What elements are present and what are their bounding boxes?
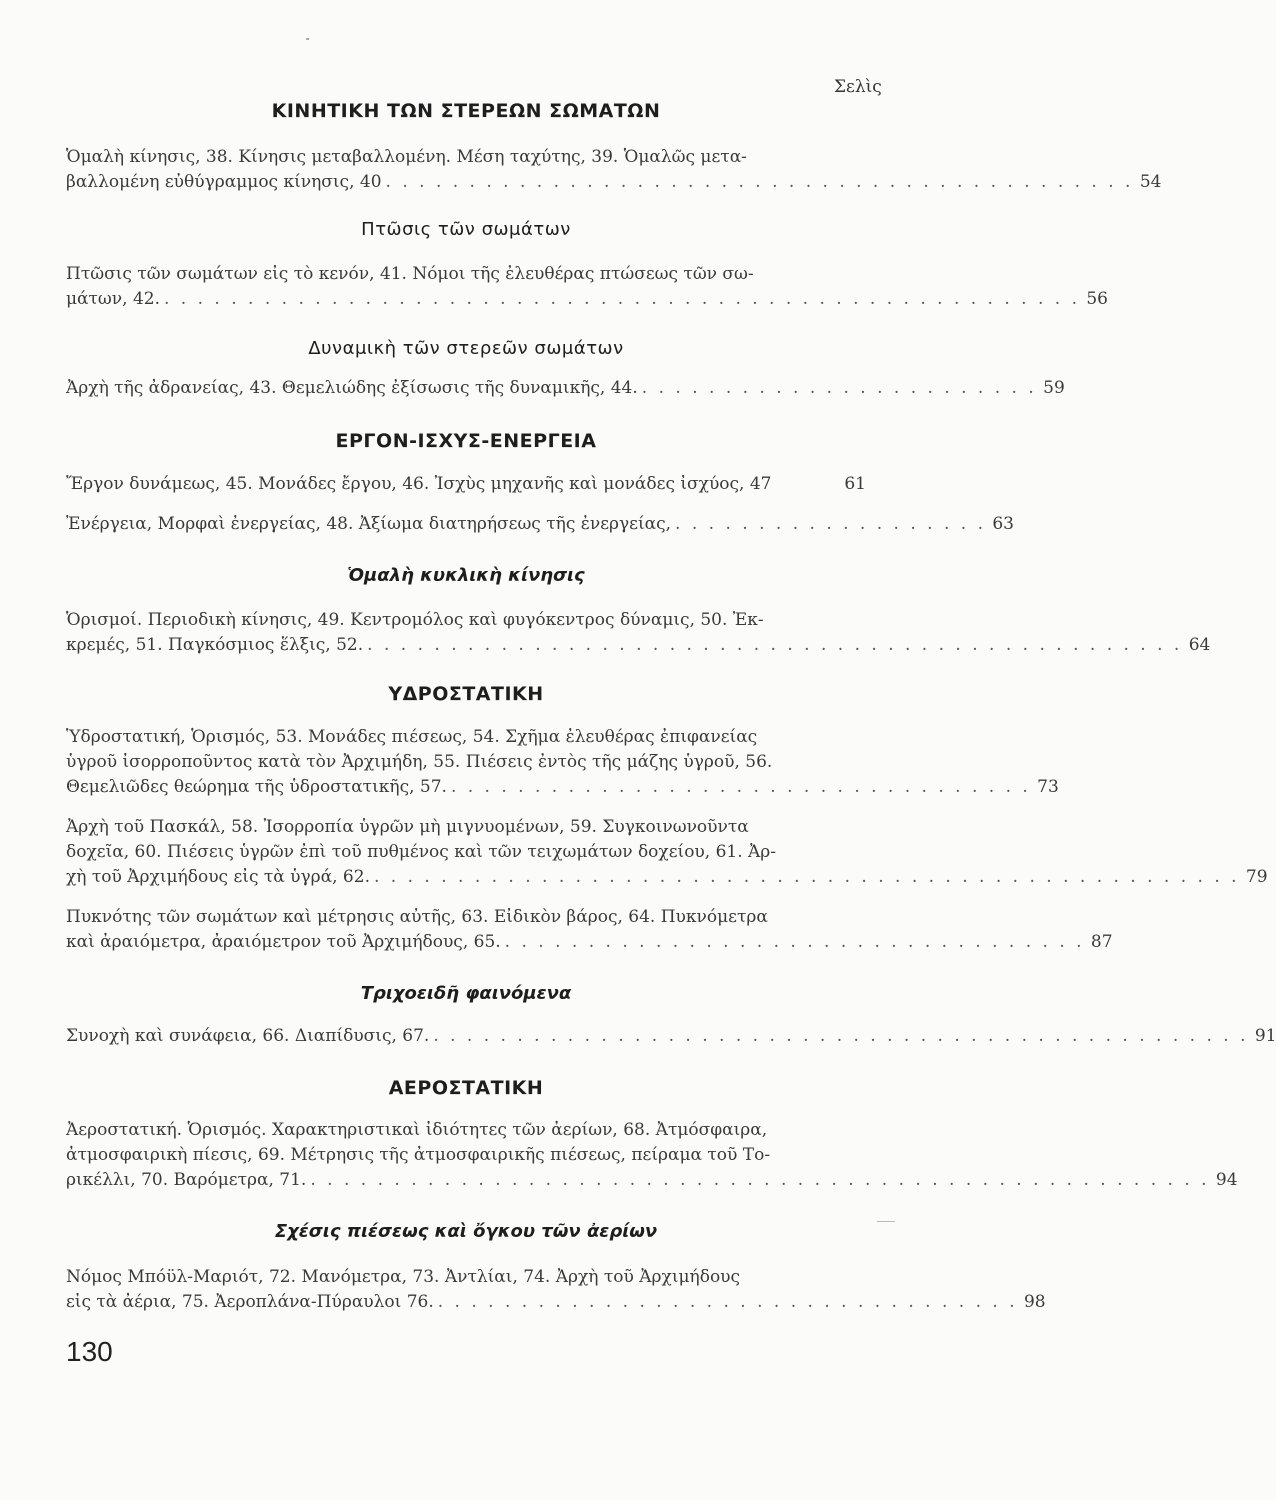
dot-leader: . . . . . . . . . . . . . . . . . . . . . . . . . . . . . . . . . . . . . . . . . . . . . . . . . . . . . . . — [163, 289, 1080, 309]
entry-line: ἀτμοσφαιρικὴ πίεσις, 69. Μέτρησις τῆς ἀτμοσφαιρικῆς πιέσεως, πείραμα τοῦ Το- — [66, 1145, 771, 1165]
entry-page-number: 87 — [1090, 932, 1113, 952]
entry-line: Ὑδροστατική, Ὁρισμός, 53. Μονάδες πιέσεως, 54. Σχῆμα ἐλευθέρας ἐπιφανείας — [66, 727, 758, 747]
entry-line: χὴ τοῦ Ἀρχιμήδους εἰς τὰ ὑγρά, 62. — [66, 867, 370, 887]
toc-entry[interactable] — [66, 145, 1162, 195]
toc-entry[interactable] — [66, 815, 1268, 890]
entry-page-number: 63 — [992, 514, 1014, 534]
entry-page-number: 98 — [1023, 1292, 1046, 1312]
entry-page-number: 59 — [1043, 378, 1065, 398]
dot-leader: . . . . . . . . . . . . . . . . . . . . . . . . . . . . . . . . . . . . . . . . . . . . . . . . . — [367, 635, 1183, 655]
entry-line: βαλλομένη εὐθύγραμμος κίνησις, 40 — [66, 172, 382, 192]
entry-line: Συνοχὴ καὶ συνάφεια, 66. Διαπίδυσις, 67. — [66, 1026, 430, 1046]
entry-line: Πυκνότης τῶν σωμάτων καὶ μέτρησις αὐτῆς, 63. Εἰδικὸν βάρος, 64. Πυκνόμετρα — [66, 907, 768, 927]
toc-entry[interactable] — [66, 725, 1059, 800]
dot-leader: . . . . . . . . . . . . . . . . . . . . . . . . . . . . . . . . . . . . . . . . . . . . . — [385, 172, 1134, 192]
entry-line: Ὁρισμοί. Περιοδικὴ κίνησις, 49. Κεντρομόλος καὶ φυγόκεντρος δύναμις, 50. Ἐκ- — [66, 610, 764, 630]
section-heading-pressure-volume: Σχέσις πιέσεως καὶ ὄγκου τῶν ἀερίων — [274, 1221, 658, 1242]
entry-page-number: 64 — [1188, 635, 1211, 655]
section-heading-capillary: Τριχοειδῆ φαινόμενα — [360, 983, 572, 1004]
toc-entry[interactable] — [66, 376, 1065, 401]
dot-leader: . . . . . . . . . . . . . . . . . . . . . . . . — [641, 378, 1037, 398]
entry-line: Θεμελιῶδες θεώρημα τῆς ὑδροστατικῆς, 57. — [66, 777, 447, 797]
entry-page-number: 91 — [1254, 1026, 1276, 1046]
page-column-label: Σελὶς — [834, 77, 882, 97]
toc-entry[interactable] — [66, 1118, 1238, 1193]
section-heading-aerostatics: ΑΕΡΟΣΤΑΤΙΚΗ — [388, 1077, 544, 1099]
section-heading-circular-motion: Ὁμαλὴ κυκλικὴ κίνησις — [347, 565, 585, 586]
print-speck — [306, 38, 309, 40]
entry-line: κρεμές, 51. Παγκόσμιος ἕλξις, 52. — [66, 635, 364, 655]
page-number: 130 — [66, 1336, 113, 1367]
toc-entry[interactable] — [66, 608, 1211, 658]
toc-entry[interactable] — [66, 512, 1014, 537]
toc-entry[interactable] — [66, 1265, 1046, 1315]
section-heading-falling-bodies: Πτῶσις τῶν σωμάτων — [361, 219, 571, 240]
dot-leader: . . . . . . . . . . . . . . . . . . . . . . . . . . . . . . . . . . . . . . . . . . . . . . . . . — [433, 1026, 1249, 1046]
entry-line: δοχεῖα, 60. Πιέσεις ὑγρῶν ἐπὶ τοῦ πυθμένος καὶ τῶν τειχωμάτων δοχείου, 61. Ἀρ- — [66, 842, 777, 862]
entry-line: Ἀρχὴ τοῦ Πασκάλ, 58. Ἰσορροπία ὑγρῶν μὴ μιγνυομένων, 59. Συγκοινωνοῦντα — [66, 817, 749, 837]
entry-page-number: 73 — [1037, 777, 1059, 797]
entry-line: ὑγροῦ ἰσορροποῦντος κατὰ τὸν Ἀρχιμήδη, 55. Πιέσεις ἐντὸς τῆς μάζης ὑγροῦ, 56. — [66, 752, 773, 772]
entry-page-number: 56 — [1086, 289, 1108, 309]
dot-leader: . . . . . . . . . . . . . . . . . . . . . . . . . . . . . . . . . . . . . . . . . . . . . . . . . . . . . . — [310, 1170, 1210, 1190]
toc-entry[interactable] — [66, 472, 866, 497]
entry-line: Ὁμαλὴ κίνησις, 38. Κίνησις μεταβαλλομένη. Μέση ταχύτης, 39. Ὁμαλῶς μετα- — [66, 147, 747, 167]
entry-line: μάτων, 42. — [66, 289, 160, 309]
toc-entry[interactable] — [66, 905, 1113, 955]
toc-entry[interactable] — [66, 1024, 1276, 1049]
entry-line: Ἔργον δυνάμεως, 45. Μονάδες ἔργου, 46. Ἰσχὺς μηχανῆς καὶ μονάδες ἰσχύος, 47 — [66, 474, 772, 494]
entry-line: ρικέλλι, 70. Βαρόμετρα, 71. — [66, 1170, 307, 1190]
dot-leader: . . . . . . . . . . . . . . . . . . . . . . . . . . . . . . . . . . . . . . . . . . . . . . . . . . . . — [373, 867, 1240, 887]
entry-line: Νόμος Μπόϋλ-Μαριότ, 72. Μανόμετρα, 73. Ἀντλίαι, 74. Ἀρχὴ τοῦ Ἀρχιμήδους — [66, 1267, 741, 1287]
entry-page-number: 61 — [844, 474, 866, 494]
dot-leader: . . . . . . . . . . . . . . . . . . . . . . . . . . . . . . . . . . . — [450, 777, 1031, 797]
section-heading-hydrostatics: ΥΔΡΟΣΤΑΤΙΚΗ — [388, 683, 544, 705]
print-speck — [877, 1221, 895, 1222]
dot-leader: . . . . . . . . . . . . . . . . . . . . . . . . . . . . . . . . . . . — [504, 932, 1085, 952]
entry-line: Ἐνέργεια, Μορφαὶ ἐνεργείας, 48. Ἀξίωμα διατηρήσεως τῆς ἐνεργείας, — [66, 514, 672, 534]
section-heading-dynamics: Δυναμικὴ τῶν στερεῶν σωμάτων — [308, 338, 624, 359]
entry-line: καὶ ἀραιόμετρα, ἀραιόμετρον τοῦ Ἀρχιμήδους, 65. — [66, 932, 501, 952]
toc-entry[interactable] — [66, 262, 1108, 312]
dot-leader: . . . . . . . . . . . . . . . . . . . — [675, 514, 986, 534]
entry-line: Πτῶσις τῶν σωμάτων εἰς τὸ κενόν, 41. Νόμοι τῆς ἐλευθέρας πτώσεως τῶν σω- — [66, 264, 754, 284]
entry-page-number: 79 — [1245, 867, 1268, 887]
entry-line: Ἀρχὴ τῆς ἀδρανείας, 43. Θεμελιώδης ἐξίσωσις τῆς δυναμικῆς, 44. — [66, 378, 638, 398]
entry-page-number: 94 — [1215, 1170, 1238, 1190]
section-heading-kinetics: ΚΙΝΗΤΙΚΗ ΤΩΝ ΣΤΕΡΕΩΝ ΣΩΜΑΤΩΝ — [271, 100, 661, 122]
dot-leader: . . . . . . . . . . . . . . . . . . . . . . . . . . . . . . . . . . . — [437, 1292, 1018, 1312]
entry-page-number: 54 — [1139, 172, 1162, 192]
section-heading-work-power-energy: ΕΡΓΟΝ-ΙΣΧΥΣ-ΕΝΕΡΓΕΙΑ — [335, 430, 597, 452]
entry-line: Ἀεροστατική. Ὁρισμός. Χαρακτηριστικαὶ ἰδιότητες τῶν ἀερίων, 68. Ἀτμόσφαιρα, — [66, 1120, 768, 1140]
entry-line: εἰς τὰ ἀέρια, 75. Ἀεροπλάνα-Πύραυλοι 76. — [66, 1292, 434, 1312]
